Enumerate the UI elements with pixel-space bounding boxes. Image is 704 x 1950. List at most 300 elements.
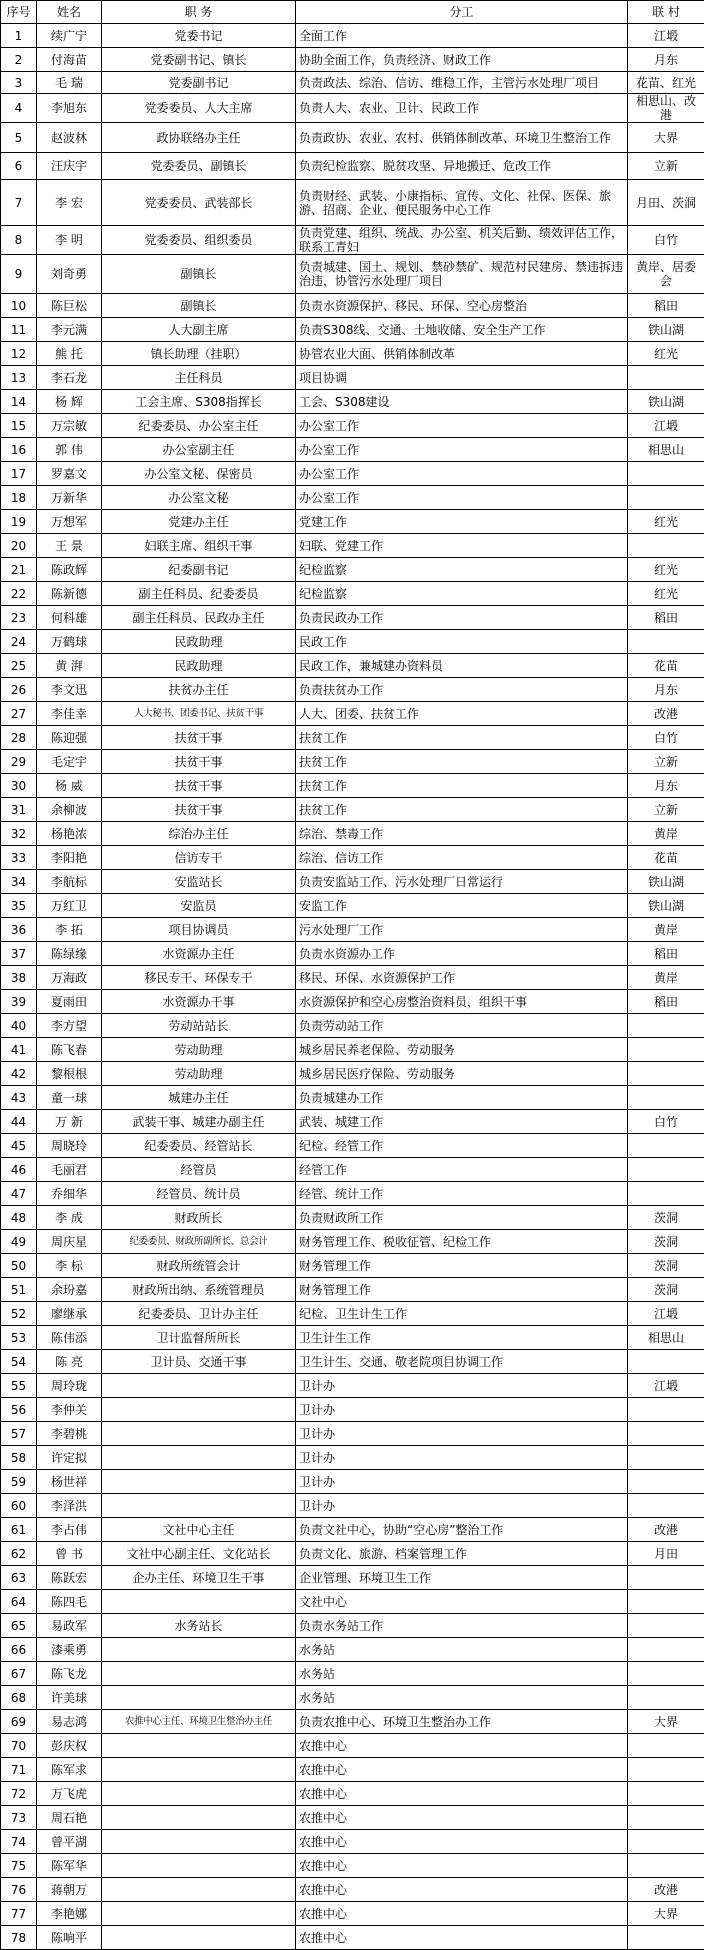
cell-no: 74 (1, 1830, 37, 1854)
cell-duty: 纪检、卫生计生工作 (296, 1302, 628, 1326)
cell-post: 劳动助理 (102, 1062, 296, 1086)
table-row (1, 342, 704, 366)
cell-no: 70 (1, 1734, 37, 1758)
cell-no: 21 (1, 558, 37, 582)
cell-duty: 农推中心 (296, 1782, 628, 1806)
cell-name: 万想军 (37, 510, 102, 534)
table-row (1, 582, 704, 606)
cell-name: 周晓玲 (37, 1134, 102, 1158)
table-row (1, 255, 704, 294)
table-row (1, 798, 704, 822)
table-row (1, 1302, 704, 1326)
cell-village: 茨洞 (628, 1206, 704, 1230)
cell-village: 黄岸 (628, 918, 704, 942)
cell-post: 办公室副主任 (102, 438, 296, 462)
cell-post (102, 1398, 296, 1422)
table-row (1, 1806, 704, 1830)
table-row (1, 1902, 704, 1926)
cell-post (102, 1686, 296, 1710)
cell-no: 2 (1, 48, 37, 72)
cell-duty: 经管、统计工作 (296, 1182, 628, 1206)
cell-no: 60 (1, 1494, 37, 1518)
table-row (1, 1758, 704, 1782)
cell-post: 党委副书记、镇长 (102, 48, 296, 72)
cell-duty: 卫计办 (296, 1446, 628, 1470)
table-row (1, 123, 704, 153)
cell-post: 主任科员 (102, 366, 296, 390)
cell-no: 18 (1, 486, 37, 510)
cell-duty: 负责财经、武装、小康指标、宣传、文化、社保、医保、旅游、招商、企业、便民服务中心工作 (296, 180, 628, 226)
table-row (1, 1494, 704, 1518)
table-row (1, 918, 704, 942)
table-row (1, 24, 704, 48)
cell-village: 红光 (628, 558, 704, 582)
table-row (1, 48, 704, 72)
cell-duty: 企业管理、环境卫生工作 (296, 1566, 628, 1590)
cell-duty: 扶贫工作 (296, 726, 628, 750)
cell-post (102, 1638, 296, 1662)
table-row (1, 630, 704, 654)
cell-village (628, 1734, 704, 1758)
cell-no: 68 (1, 1686, 37, 1710)
cell-duty: 协助全面工作，负责经济、财政工作 (296, 48, 628, 72)
cell-no: 40 (1, 1014, 37, 1038)
cell-post: 扶贫办主任 (102, 678, 296, 702)
cell-duty: 负责劳动站工作 (296, 1014, 628, 1038)
cell-village: 茨洞 (628, 1230, 704, 1254)
cell-village (628, 1782, 704, 1806)
cell-village: 改港 (628, 1518, 704, 1542)
cell-name: 万宗敏 (37, 414, 102, 438)
table-row (1, 72, 704, 94)
cell-no: 77 (1, 1902, 37, 1926)
cell-post: 副主任科员、纪委委员 (102, 582, 296, 606)
cell-post (102, 1590, 296, 1614)
cell-village: 立新 (628, 153, 704, 180)
table-row (1, 870, 704, 894)
cell-name: 王 景 (37, 534, 102, 558)
table-row (1, 942, 704, 966)
cell-name: 毛丽君 (37, 1158, 102, 1182)
table-row (1, 1518, 704, 1542)
cell-post: 纪委委员、卫计办主任 (102, 1302, 296, 1326)
cell-no: 35 (1, 894, 37, 918)
cell-name: 刘奇勇 (37, 255, 102, 294)
cell-name: 陈政辉 (37, 558, 102, 582)
cell-post: 水资源办主任 (102, 942, 296, 966)
cell-duty: 农推中心 (296, 1926, 628, 1950)
table-row (1, 153, 704, 180)
cell-name: 万鹤球 (37, 630, 102, 654)
cell-village (628, 1806, 704, 1830)
cell-duty: 农推中心 (296, 1830, 628, 1854)
cell-no: 57 (1, 1422, 37, 1446)
cell-no: 42 (1, 1062, 37, 1086)
cell-duty: 文社中心 (296, 1590, 628, 1614)
table-row (1, 510, 704, 534)
table-row (1, 534, 704, 558)
cell-name: 李泽洪 (37, 1494, 102, 1518)
cell-name: 陈迎强 (37, 726, 102, 750)
cell-post (102, 1470, 296, 1494)
cell-duty: 卫计办 (296, 1422, 628, 1446)
table-row (1, 1854, 704, 1878)
cell-post: 党委书记 (102, 24, 296, 48)
cell-no: 48 (1, 1206, 37, 1230)
cell-name: 万海政 (37, 966, 102, 990)
cell-post: 劳动站站长 (102, 1014, 296, 1038)
table-row (1, 1830, 704, 1854)
cell-duty: 扶贫工作 (296, 774, 628, 798)
cell-post: 水务站长 (102, 1614, 296, 1638)
cell-no: 75 (1, 1854, 37, 1878)
cell-post: 卫计员、交通干事 (102, 1350, 296, 1374)
cell-no: 55 (1, 1374, 37, 1398)
cell-duty: 纪检监察 (296, 582, 628, 606)
cell-village: 茨洞 (628, 1254, 704, 1278)
cell-name: 赵波林 (37, 123, 102, 153)
cell-post: 劳动助理 (102, 1038, 296, 1062)
cell-no: 39 (1, 990, 37, 1014)
cell-village (628, 1038, 704, 1062)
cell-village: 月田、茨洞 (628, 180, 704, 226)
cell-name: 杨艳浓 (37, 822, 102, 846)
cell-no: 72 (1, 1782, 37, 1806)
cell-no: 5 (1, 123, 37, 153)
cell-no: 73 (1, 1806, 37, 1830)
cell-village (628, 366, 704, 390)
cell-duty: 负责S308线、交通、土地收储、安全生产工作 (296, 318, 628, 342)
cell-name: 毛定宇 (37, 750, 102, 774)
cell-duty: 卫计办 (296, 1494, 628, 1518)
cell-no: 31 (1, 798, 37, 822)
cell-no: 22 (1, 582, 37, 606)
cell-village: 稻田 (628, 294, 704, 318)
table-row (1, 702, 704, 726)
cell-duty: 水务站 (296, 1686, 628, 1710)
table-row (1, 318, 704, 342)
cell-name: 毛 瑞 (37, 72, 102, 94)
cell-village: 相思山 (628, 438, 704, 462)
cell-post: 扶贫干事 (102, 750, 296, 774)
cell-village (628, 1614, 704, 1638)
cell-village: 立新 (628, 798, 704, 822)
cell-name: 陈军华 (37, 1854, 102, 1878)
cell-post: 扶贫干事 (102, 726, 296, 750)
header-duty: 分工 (296, 1, 628, 24)
cell-post: 武装干事、城建办副主任 (102, 1110, 296, 1134)
cell-post: 移民专干、环保专干 (102, 966, 296, 990)
table-row (1, 294, 704, 318)
cell-post: 安监站长 (102, 870, 296, 894)
cell-village: 黄岸 (628, 822, 704, 846)
cell-post: 扶贫干事 (102, 774, 296, 798)
cell-name: 童一球 (37, 1086, 102, 1110)
cell-village (628, 1422, 704, 1446)
cell-duty: 负责政协、农业、农村、供销体制改革、环境卫生整治工作 (296, 123, 628, 153)
cell-name: 李石龙 (37, 366, 102, 390)
cell-post: 副镇长 (102, 294, 296, 318)
table-row (1, 1734, 704, 1758)
table-row (1, 390, 704, 414)
table-row (1, 1470, 704, 1494)
cell-no: 24 (1, 630, 37, 654)
cell-no: 49 (1, 1230, 37, 1254)
cell-post: 民政助理 (102, 654, 296, 678)
table-row (1, 1374, 704, 1398)
cell-village: 铁山湖 (628, 894, 704, 918)
cell-village: 江塅 (628, 1302, 704, 1326)
cell-village: 大界 (628, 1710, 704, 1734)
cell-duty: 移民、环保、水资源保护工作 (296, 966, 628, 990)
table-row (1, 1326, 704, 1350)
cell-no: 53 (1, 1326, 37, 1350)
cell-post: 水资源办干事 (102, 990, 296, 1014)
cell-duty: 综治、禁毒工作 (296, 822, 628, 846)
cell-name: 余玢嘉 (37, 1278, 102, 1302)
cell-name: 李艳娜 (37, 1902, 102, 1926)
cell-no: 65 (1, 1614, 37, 1638)
cell-post: 纪委委员、办公室主任 (102, 414, 296, 438)
cell-name: 杨世祥 (37, 1470, 102, 1494)
cell-duty: 财务管理工作 (296, 1278, 628, 1302)
table-row (1, 1614, 704, 1638)
cell-name: 李 成 (37, 1206, 102, 1230)
cell-duty: 水资源保护和空心房整治资料员，组织干事 (296, 990, 628, 1014)
table-row (1, 726, 704, 750)
cell-village: 红光 (628, 510, 704, 534)
cell-village (628, 1638, 704, 1662)
cell-no: 25 (1, 654, 37, 678)
cell-duty: 卫生计生工作 (296, 1326, 628, 1350)
cell-duty: 农推中心 (296, 1806, 628, 1830)
table-row (1, 1710, 704, 1734)
cell-village (628, 630, 704, 654)
cell-no: 9 (1, 255, 37, 294)
cell-name: 陈跃宏 (37, 1566, 102, 1590)
cell-post: 纪委委员、经管站长 (102, 1134, 296, 1158)
cell-post: 卫计监督所所长 (102, 1326, 296, 1350)
header-village: 联 村 (628, 1, 704, 24)
table-row (1, 1038, 704, 1062)
cell-village: 黄岸、居委会 (628, 255, 704, 294)
cell-village: 白竹 (628, 1110, 704, 1134)
cell-village (628, 486, 704, 510)
cell-no: 15 (1, 414, 37, 438)
cell-duty: 财务管理工作、税收征管、纪检工作 (296, 1230, 628, 1254)
cell-name: 李占伟 (37, 1518, 102, 1542)
cell-village: 立新 (628, 750, 704, 774)
cell-village (628, 1398, 704, 1422)
cell-no: 28 (1, 726, 37, 750)
cell-no: 8 (1, 226, 37, 255)
table-row (1, 606, 704, 630)
cell-name: 李 明 (37, 226, 102, 255)
cell-no: 63 (1, 1566, 37, 1590)
cell-name: 乔细华 (37, 1182, 102, 1206)
cell-post: 办公室文秘、保密员 (102, 462, 296, 486)
cell-no: 4 (1, 94, 37, 123)
table-row (1, 990, 704, 1014)
cell-post: 财政所长 (102, 1206, 296, 1230)
cell-post: 人大副主席 (102, 318, 296, 342)
table-row (1, 1878, 704, 1902)
table-row (1, 1254, 704, 1278)
cell-village (628, 1590, 704, 1614)
cell-duty: 城乡居民医疗保险、劳动服务 (296, 1062, 628, 1086)
table-row (1, 774, 704, 798)
cell-no: 58 (1, 1446, 37, 1470)
cell-name: 李仲关 (37, 1398, 102, 1422)
cell-village: 大界 (628, 1902, 704, 1926)
cell-no: 30 (1, 774, 37, 798)
cell-post: 文社中心副主任、文化站长 (102, 1542, 296, 1566)
table-row (1, 1110, 704, 1134)
cell-duty: 全面工作 (296, 24, 628, 48)
cell-name: 李 拓 (37, 918, 102, 942)
cell-name: 彭庆权 (37, 1734, 102, 1758)
cell-post (102, 1422, 296, 1446)
cell-name: 万新华 (37, 486, 102, 510)
cell-post: 工会主席、S308指挥长 (102, 390, 296, 414)
cell-village: 铁山湖 (628, 390, 704, 414)
cell-name: 易政军 (37, 1614, 102, 1638)
cell-no: 71 (1, 1758, 37, 1782)
cell-duty: 负责政法、综治、信访、维稳工作，主管污水处理厂项目 (296, 72, 628, 94)
table-row (1, 1662, 704, 1686)
cell-duty: 负责城建、国土、规划、禁砂禁矿、规范村民建房、禁违拆违治违，协管污水处理厂项目 (296, 255, 628, 294)
cell-village: 红光 (628, 342, 704, 366)
cell-village: 黄岸 (628, 966, 704, 990)
cell-name: 杨 辉 (37, 390, 102, 414)
table-row (1, 750, 704, 774)
cell-duty: 民政工作 (296, 630, 628, 654)
cell-duty: 协管农业大面、供销体制改革 (296, 342, 628, 366)
cell-village: 江塅 (628, 414, 704, 438)
cell-post: 党委委员、组织委员 (102, 226, 296, 255)
table-row (1, 1182, 704, 1206)
cell-duty: 农推中心 (296, 1734, 628, 1758)
cell-no: 69 (1, 1710, 37, 1734)
table-row (1, 1014, 704, 1038)
cell-name: 万红卫 (37, 894, 102, 918)
table-body (1, 24, 704, 1950)
cell-no: 64 (1, 1590, 37, 1614)
cell-name: 万 新 (37, 1110, 102, 1134)
cell-village (628, 1470, 704, 1494)
cell-no: 32 (1, 822, 37, 846)
cell-village: 稻田 (628, 990, 704, 1014)
cell-name: 余柳波 (37, 798, 102, 822)
cell-village: 相思山、改港 (628, 94, 704, 123)
cell-village: 茨洞 (628, 1278, 704, 1302)
cell-village (628, 1926, 704, 1950)
table-header-row (1, 1, 704, 24)
cell-duty: 工会、S308建设 (296, 390, 628, 414)
cell-name: 漆乘勇 (37, 1638, 102, 1662)
cell-duty: 党建工作 (296, 510, 628, 534)
cell-post: 财政所出纳、系统管理员 (102, 1278, 296, 1302)
cell-name: 黄 湃 (37, 654, 102, 678)
cell-no: 14 (1, 390, 37, 414)
cell-duty: 经管工作 (296, 1158, 628, 1182)
cell-no: 20 (1, 534, 37, 558)
cell-village: 铁山湖 (628, 870, 704, 894)
cell-duty: 纪检、经管工作 (296, 1134, 628, 1158)
table-row (1, 180, 704, 226)
cell-no: 33 (1, 846, 37, 870)
cell-duty: 扶贫工作 (296, 798, 628, 822)
cell-name: 李旭东 (37, 94, 102, 123)
cell-name: 陈 亮 (37, 1350, 102, 1374)
cell-duty: 负责农推中心、环境卫生整治办工作 (296, 1710, 628, 1734)
cell-duty: 农推中心 (296, 1854, 628, 1878)
cell-no: 17 (1, 462, 37, 486)
cell-duty: 水务站 (296, 1662, 628, 1686)
cell-duty: 负责扶贫办工作 (296, 678, 628, 702)
cell-name: 万飞虎 (37, 1782, 102, 1806)
cell-post (102, 1782, 296, 1806)
table-row (1, 558, 704, 582)
cell-village (628, 1062, 704, 1086)
cell-name: 杨 威 (37, 774, 102, 798)
cell-duty: 办公室工作 (296, 414, 628, 438)
cell-no: 10 (1, 294, 37, 318)
table-row (1, 1230, 704, 1254)
cell-duty: 卫生计生、交通、敬老院项目协调工作 (296, 1350, 628, 1374)
cell-post (102, 1734, 296, 1758)
table-row (1, 1638, 704, 1662)
cell-post (102, 1902, 296, 1926)
cell-village (628, 1686, 704, 1710)
cell-village: 改港 (628, 1878, 704, 1902)
table-row (1, 966, 704, 990)
cell-name: 周庆星 (37, 1230, 102, 1254)
cell-duty: 负责安监站工作、污水处理厂日常运行 (296, 870, 628, 894)
table-row (1, 1686, 704, 1710)
cell-village: 月田 (628, 1542, 704, 1566)
cell-village: 铁山湖 (628, 318, 704, 342)
header-no: 序号 (1, 1, 37, 24)
cell-duty: 负责文社中心，协助“空心房”整治工作 (296, 1518, 628, 1542)
cell-village (628, 1854, 704, 1878)
cell-no: 76 (1, 1878, 37, 1902)
cell-duty: 卫计办 (296, 1398, 628, 1422)
cell-no: 43 (1, 1086, 37, 1110)
table-row (1, 462, 704, 486)
table-row (1, 414, 704, 438)
cell-duty: 水务站 (296, 1638, 628, 1662)
cell-no: 51 (1, 1278, 37, 1302)
cell-village: 月东 (628, 678, 704, 702)
cell-post: 党委副书记 (102, 72, 296, 94)
cell-village: 花苗 (628, 846, 704, 870)
cell-post: 纪委副书记 (102, 558, 296, 582)
cell-no: 46 (1, 1158, 37, 1182)
cell-name: 曾 书 (37, 1542, 102, 1566)
cell-no: 34 (1, 870, 37, 894)
cell-village (628, 534, 704, 558)
table-row (1, 1062, 704, 1086)
table-row (1, 94, 704, 123)
table-row (1, 1278, 704, 1302)
table-row (1, 1158, 704, 1182)
cell-post (102, 1758, 296, 1782)
cell-name: 蒋朝万 (37, 1878, 102, 1902)
cell-village (628, 1014, 704, 1038)
cell-name: 陈军求 (37, 1758, 102, 1782)
cell-name: 续广宁 (37, 24, 102, 48)
